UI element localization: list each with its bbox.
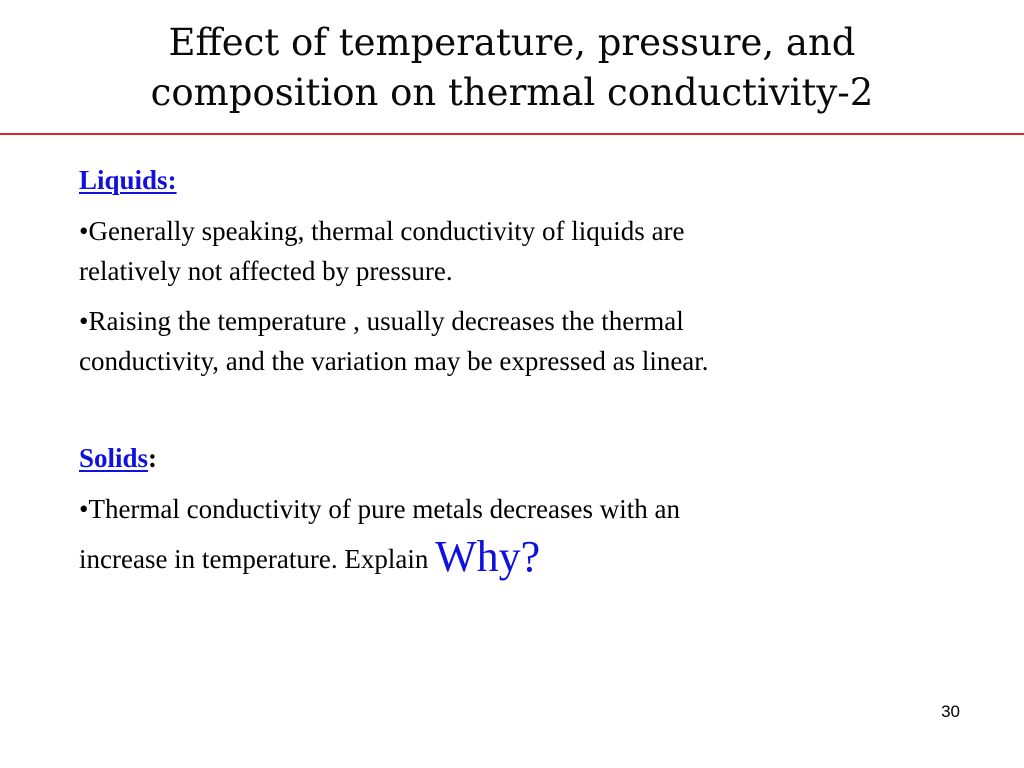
liquids-heading-link[interactable]: Liquids: xyxy=(79,165,177,195)
liquids-bullet-2-line-1: •Raising the temperature , usually decreases the thermal xyxy=(79,306,684,336)
liquids-bullet-2 xyxy=(79,301,959,381)
liquids-bullet-1 xyxy=(79,211,959,291)
liquids-heading[interactable] xyxy=(79,165,177,196)
solids-bullet-1-line-1: •Thermal conductivity of pure metals decreases with an xyxy=(79,494,680,524)
solids-bullet-1 xyxy=(79,489,959,579)
title-divider xyxy=(0,133,1024,135)
solids-heading-link[interactable]: Solids xyxy=(79,443,149,473)
slide-title xyxy=(0,18,1024,118)
why-emphasis: Why? xyxy=(435,532,541,581)
solids-heading xyxy=(79,443,157,474)
page-number: 30 xyxy=(941,702,960,721)
liquids-bullet-2-line-2: conductivity, and the variation may be expressed as linear. xyxy=(79,346,709,376)
liquids-bullet-1-line-1: •Generally speaking, thermal conductivity of liquids are xyxy=(79,216,685,246)
title-line-1: Effect of temperature, pressure, and xyxy=(168,21,856,64)
title-line-2: composition on thermal conductivity-2 xyxy=(150,71,874,114)
solids-heading-colon: : xyxy=(148,443,158,473)
solids-bullet-1-line-2-text: increase in temperature. Explain xyxy=(79,544,436,574)
solids-bullet-1-line-2 xyxy=(79,532,959,581)
liquids-bullet-1-line-2: relatively not affected by pressure. xyxy=(79,256,453,286)
